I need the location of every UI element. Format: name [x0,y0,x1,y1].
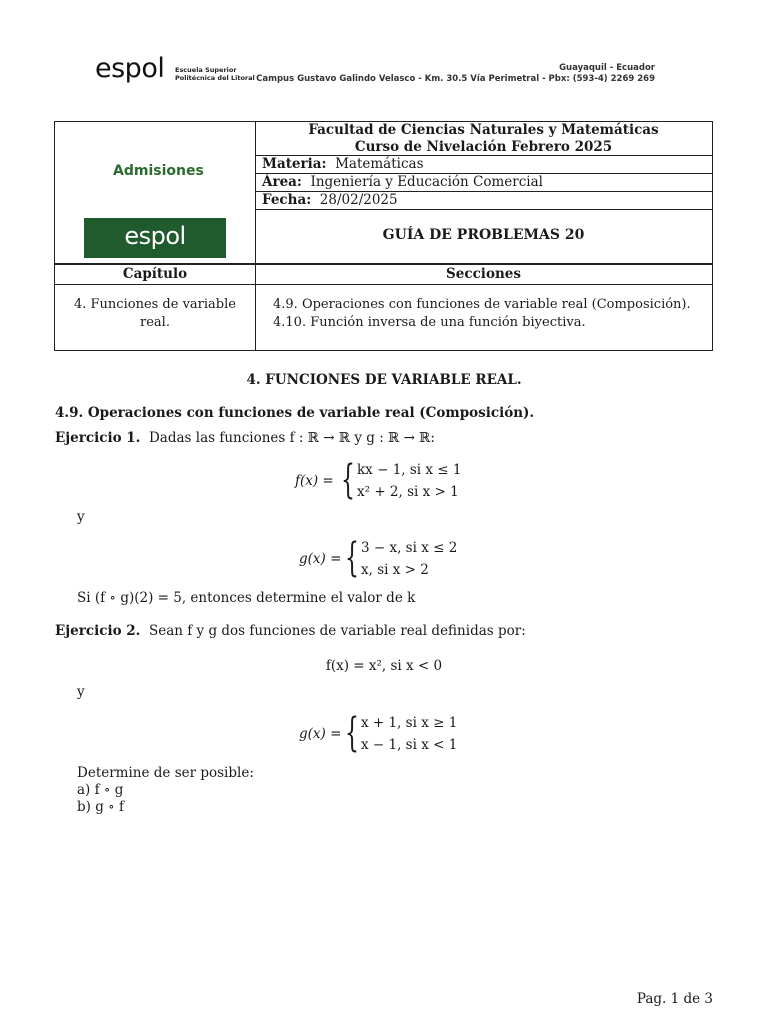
exercise-2-intro: Ejercicio 2. Sean f y g dos funciones de variable real definidas por: [55,623,526,639]
exercise-1-f-definition: f(x) = { kx − 1, si x ≤ 1 x² + 2, si x > 1 [295,457,462,503]
exercise-2-option-b: b) g ∘ f [77,799,125,815]
section-title: 4.9. Operaciones con funciones de variable real (Composición). [55,405,535,421]
chapter-title: 4. FUNCIONES DE VARIABLE REAL. [246,372,522,388]
exercise-1-question: Si (f ∘ g)(2) = 5, entonces determine el valor de k [77,590,416,606]
header-info-cell [255,122,712,263]
course-name: Curso de Nivelación Febrero 2025 [354,139,613,155]
espol-logo: espol [95,53,165,84]
area-row: Área: Ingeniería y Educación Comercial [262,174,543,190]
admisiones-label: Admisiones [113,163,204,179]
exercise-1-g-definition: g(x) = { 3 − x, si x ≤ 2 x, si x > 2 [299,535,458,581]
materia-row: Materia: Matemáticas [262,156,424,172]
chapter-column-header: Capítulo [122,266,188,282]
faculty-name: Facultad de Ciencias Naturales y Matemáticas [308,122,659,138]
fecha-row: Fecha: 28/02/2025 [262,192,398,208]
exercise-2-prompt: Determine de ser posible: [77,765,254,781]
institution-name: Escuela Superior Politécnica del Litoral [175,66,255,82]
espol-green-logo: espol [84,218,226,258]
chapter-cell: 4. Funciones de variable real. [74,297,236,330]
chapter-table [54,264,713,351]
exercise-1-y: y [77,509,85,525]
exercise-1-intro: Ejercicio 1. Dadas las funciones f : ℝ → ℝ y g : ℝ → ℝ: [55,430,435,446]
exercise-2-y: y [77,684,85,700]
letterhead [95,55,655,95]
page-number: Pag. 1 de 3 [636,991,713,1007]
header-table [54,121,713,264]
sections-column-header: Secciones [446,266,521,282]
letterhead-address: Campus Gustavo Galindo Velasco - Km. 30.5 Vía Perimetral - Pbx: (593-4) 2269 269 [256,74,655,84]
guide-title: GUÍA DE PROBLEMAS 20 [382,227,585,243]
exercise-2-f-definition: f(x) = x², si x < 0 [325,658,443,674]
exercise-2-g-definition: g(x) = { x + 1, si x ≥ 1 x − 1, si x < 1 [299,710,458,756]
sections-cell: 4.9. Operaciones con funciones de variable real (Composición). 4.10. Función inversa de una función biyectiva. [273,297,691,330]
exercise-2-option-a: a) f ∘ g [77,782,124,798]
letterhead-city: Guayaquil - Ecuador [559,63,655,73]
header-logo-cell [55,122,256,263]
faculty-heading [255,122,712,156]
